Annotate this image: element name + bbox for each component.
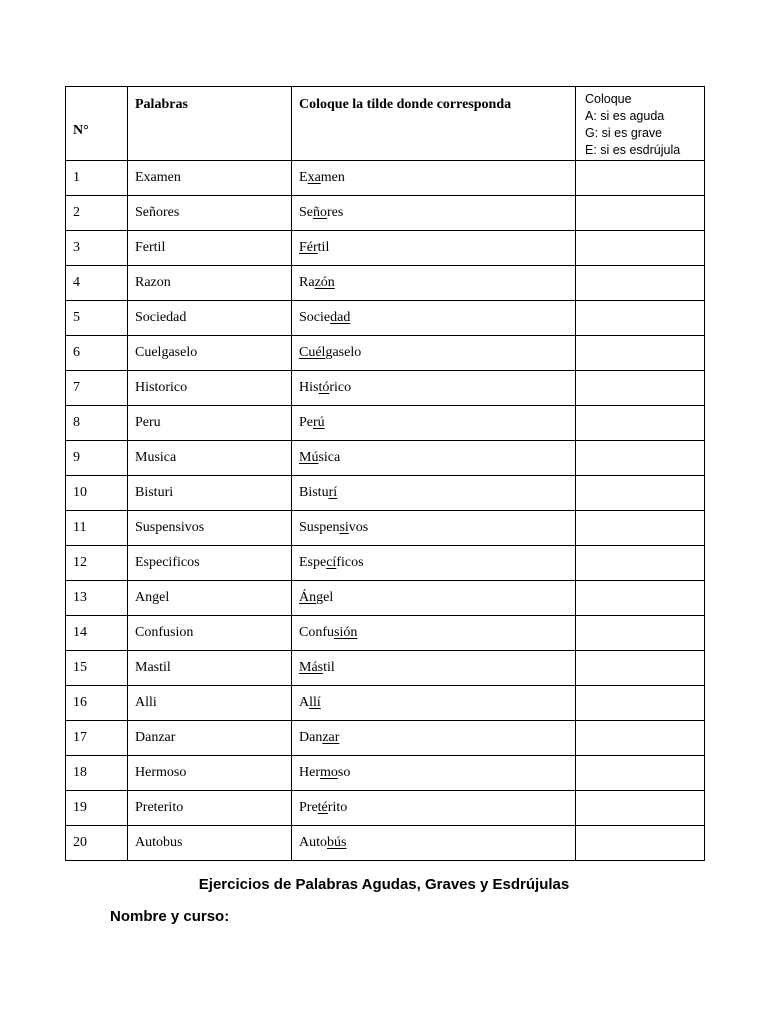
row-tilde-answer: [292, 511, 576, 546]
row-word: Musica: [128, 441, 292, 476]
syllable-segment: Pe: [299, 415, 313, 430]
row-number: 18: [66, 756, 128, 791]
row-classification-answer[interactable]: [576, 791, 705, 826]
row-number: 4: [66, 266, 128, 301]
table-row: [66, 546, 705, 581]
table-row: [66, 371, 705, 406]
header-classification-line: Coloque: [585, 92, 632, 106]
row-classification-answer[interactable]: [576, 756, 705, 791]
row-word: Examen: [128, 161, 292, 196]
row-word: Preterito: [128, 791, 292, 826]
row-word: Mastil: [128, 651, 292, 686]
row-classification-answer[interactable]: [576, 546, 705, 581]
row-classification-answer[interactable]: [576, 581, 705, 616]
row-classification-answer[interactable]: [576, 476, 705, 511]
row-classification-answer[interactable]: [576, 266, 705, 301]
table-row: [66, 581, 705, 616]
table-row: [66, 651, 705, 686]
row-classification-answer[interactable]: [576, 406, 705, 441]
stressed-syllable: bús: [327, 835, 347, 850]
stressed-syllable: té: [317, 800, 328, 815]
stressed-syllable: Cuél: [299, 345, 326, 360]
stressed-syllable: Mú: [299, 450, 319, 465]
row-number: 5: [66, 301, 128, 336]
row-word: Sociedad: [128, 301, 292, 336]
row-tilde-answer: [292, 406, 576, 441]
syllable-segment: gaselo: [325, 345, 362, 360]
table-row: [66, 826, 705, 861]
row-number: 3: [66, 231, 128, 266]
table-row: [66, 161, 705, 196]
row-tilde-answer: [292, 371, 576, 406]
syllable-segment: rito: [327, 800, 348, 815]
header-classification-line: E: si es esdrújula: [585, 143, 681, 157]
row-word: Danzar: [128, 721, 292, 756]
row-word: Autobus: [128, 826, 292, 861]
row-tilde-answer: [292, 336, 576, 371]
row-classification-answer[interactable]: [576, 651, 705, 686]
row-number: 12: [66, 546, 128, 581]
syllable-segment: Bistu: [299, 485, 329, 500]
stressed-syllable: si: [339, 520, 349, 535]
row-tilde-answer: [292, 476, 576, 511]
stressed-syllable: rí: [328, 485, 338, 500]
syllable-segment: A: [299, 695, 310, 710]
syllable-segment: Espe: [299, 555, 327, 570]
row-classification-answer[interactable]: [576, 826, 705, 861]
syllable-segment: men: [320, 170, 345, 185]
row-tilde-answer: [292, 791, 576, 826]
syllable-segment: Socie: [299, 310, 331, 325]
row-number: 17: [66, 721, 128, 756]
stressed-syllable: rú: [313, 415, 325, 430]
stressed-syllable: tó: [318, 380, 330, 395]
table-row: [66, 791, 705, 826]
syllable-segment: Her: [299, 765, 320, 780]
row-tilde-answer: [292, 651, 576, 686]
row-number: 8: [66, 406, 128, 441]
header-place-tilde: Coloque la tilde donde corresponda: [292, 87, 576, 161]
table-row: [66, 301, 705, 336]
row-number: 2: [66, 196, 128, 231]
row-number: 14: [66, 616, 128, 651]
row-number: 13: [66, 581, 128, 616]
syllable-segment: E: [299, 170, 308, 185]
row-tilde-answer: [292, 721, 576, 756]
syllable-segment: ficos: [336, 555, 364, 570]
row-tilde-answer: [292, 266, 576, 301]
syllable-segment: sica: [318, 450, 341, 465]
row-tilde-answer: [292, 441, 576, 476]
header-classification: [576, 87, 705, 161]
stressed-syllable: Án: [299, 590, 317, 605]
row-word: Fertil: [128, 231, 292, 266]
syllable-segment: Pre: [299, 800, 318, 815]
row-tilde-answer: [292, 686, 576, 721]
table-header-row: [66, 87, 705, 161]
row-tilde-answer: [292, 756, 576, 791]
table-row: [66, 266, 705, 301]
syllable-segment: til: [323, 660, 335, 675]
syllable-segment: gel: [316, 590, 334, 605]
name-and-course-label: Nombre y curso:: [110, 908, 230, 925]
syllable-segment: Auto: [299, 835, 327, 850]
row-word: Suspensivos: [128, 511, 292, 546]
syllable-segment: Confu: [299, 625, 334, 640]
stressed-syllable: zón: [314, 275, 335, 290]
row-classification-answer[interactable]: [576, 616, 705, 651]
stressed-syllable: cí: [326, 555, 337, 570]
header-classification-line: G: si es grave: [585, 126, 663, 140]
row-number: 11: [66, 511, 128, 546]
syllable-segment: so: [337, 765, 351, 780]
row-classification-answer[interactable]: [576, 686, 705, 721]
row-classification-answer[interactable]: [576, 336, 705, 371]
table-row: [66, 336, 705, 371]
row-word: Especificos: [128, 546, 292, 581]
stressed-syllable: mo: [320, 765, 338, 780]
row-number: 15: [66, 651, 128, 686]
row-word: Historico: [128, 371, 292, 406]
syllable-segment: vos: [348, 520, 369, 535]
row-tilde-answer: [292, 616, 576, 651]
table-row: [66, 196, 705, 231]
row-number: 7: [66, 371, 128, 406]
table-row: [66, 441, 705, 476]
row-number: 6: [66, 336, 128, 371]
row-word: Bisturi: [128, 476, 292, 511]
stressed-syllable: Más: [299, 660, 324, 675]
row-tilde-answer: [292, 161, 576, 196]
row-word: Hermoso: [128, 756, 292, 791]
row-word: Peru: [128, 406, 292, 441]
table-row: [66, 511, 705, 546]
row-classification-answer[interactable]: [576, 161, 705, 196]
table-row: [66, 476, 705, 511]
row-tilde-answer: [292, 581, 576, 616]
row-tilde-answer: [292, 196, 576, 231]
syllable-segment: res: [327, 205, 344, 220]
row-number: 16: [66, 686, 128, 721]
row-word: Confusion: [128, 616, 292, 651]
syllable-segment: His: [299, 380, 319, 395]
row-tilde-answer: [292, 231, 576, 266]
row-classification-answer[interactable]: [576, 511, 705, 546]
stressed-syllable: dad: [330, 310, 351, 325]
row-classification-answer[interactable]: [576, 196, 705, 231]
table-row: [66, 616, 705, 651]
table-row: [66, 721, 705, 756]
row-number: 10: [66, 476, 128, 511]
row-word: Cuelgaselo: [128, 336, 292, 371]
header-words: Palabras: [128, 87, 292, 161]
stressed-syllable: llí: [309, 695, 321, 710]
syllable-segment: Ra: [299, 275, 315, 290]
syllable-segment: Dan: [299, 730, 323, 745]
table-body: [66, 161, 705, 861]
table-row: [66, 756, 705, 791]
row-number: 9: [66, 441, 128, 476]
stressed-syllable: zar: [322, 730, 340, 745]
row-tilde-answer: [292, 301, 576, 336]
row-word: Angel: [128, 581, 292, 616]
row-tilde-answer: [292, 826, 576, 861]
accent-exercise-table: [65, 86, 705, 861]
row-word: Señores: [128, 196, 292, 231]
table-row: [66, 406, 705, 441]
stressed-syllable: xa: [307, 170, 321, 185]
header-classification-line: A: si es aguda: [585, 109, 665, 123]
row-classification-answer[interactable]: [576, 371, 705, 406]
header-number: N°: [66, 87, 128, 161]
table-row: [66, 686, 705, 721]
row-word: Razon: [128, 266, 292, 301]
syllable-segment: Suspen: [299, 520, 340, 535]
row-classification-answer[interactable]: [576, 721, 705, 756]
row-classification-answer[interactable]: [576, 301, 705, 336]
row-classification-answer[interactable]: [576, 231, 705, 266]
table-row: [66, 231, 705, 266]
row-tilde-answer: [292, 546, 576, 581]
row-number: 19: [66, 791, 128, 826]
syllable-segment: til: [317, 240, 330, 255]
stressed-syllable: sión: [334, 625, 358, 640]
row-number: 20: [66, 826, 128, 861]
stressed-syllable: Fér: [299, 240, 318, 255]
row-classification-answer[interactable]: [576, 441, 705, 476]
syllable-segment: Se: [299, 205, 313, 220]
worksheet-caption: Ejercicios de Palabras Agudas, Graves y Esdrújulas: [198, 876, 570, 893]
row-word: Alli: [128, 686, 292, 721]
row-number: 1: [66, 161, 128, 196]
syllable-segment: rico: [329, 380, 352, 395]
stressed-syllable: ño: [313, 205, 327, 220]
